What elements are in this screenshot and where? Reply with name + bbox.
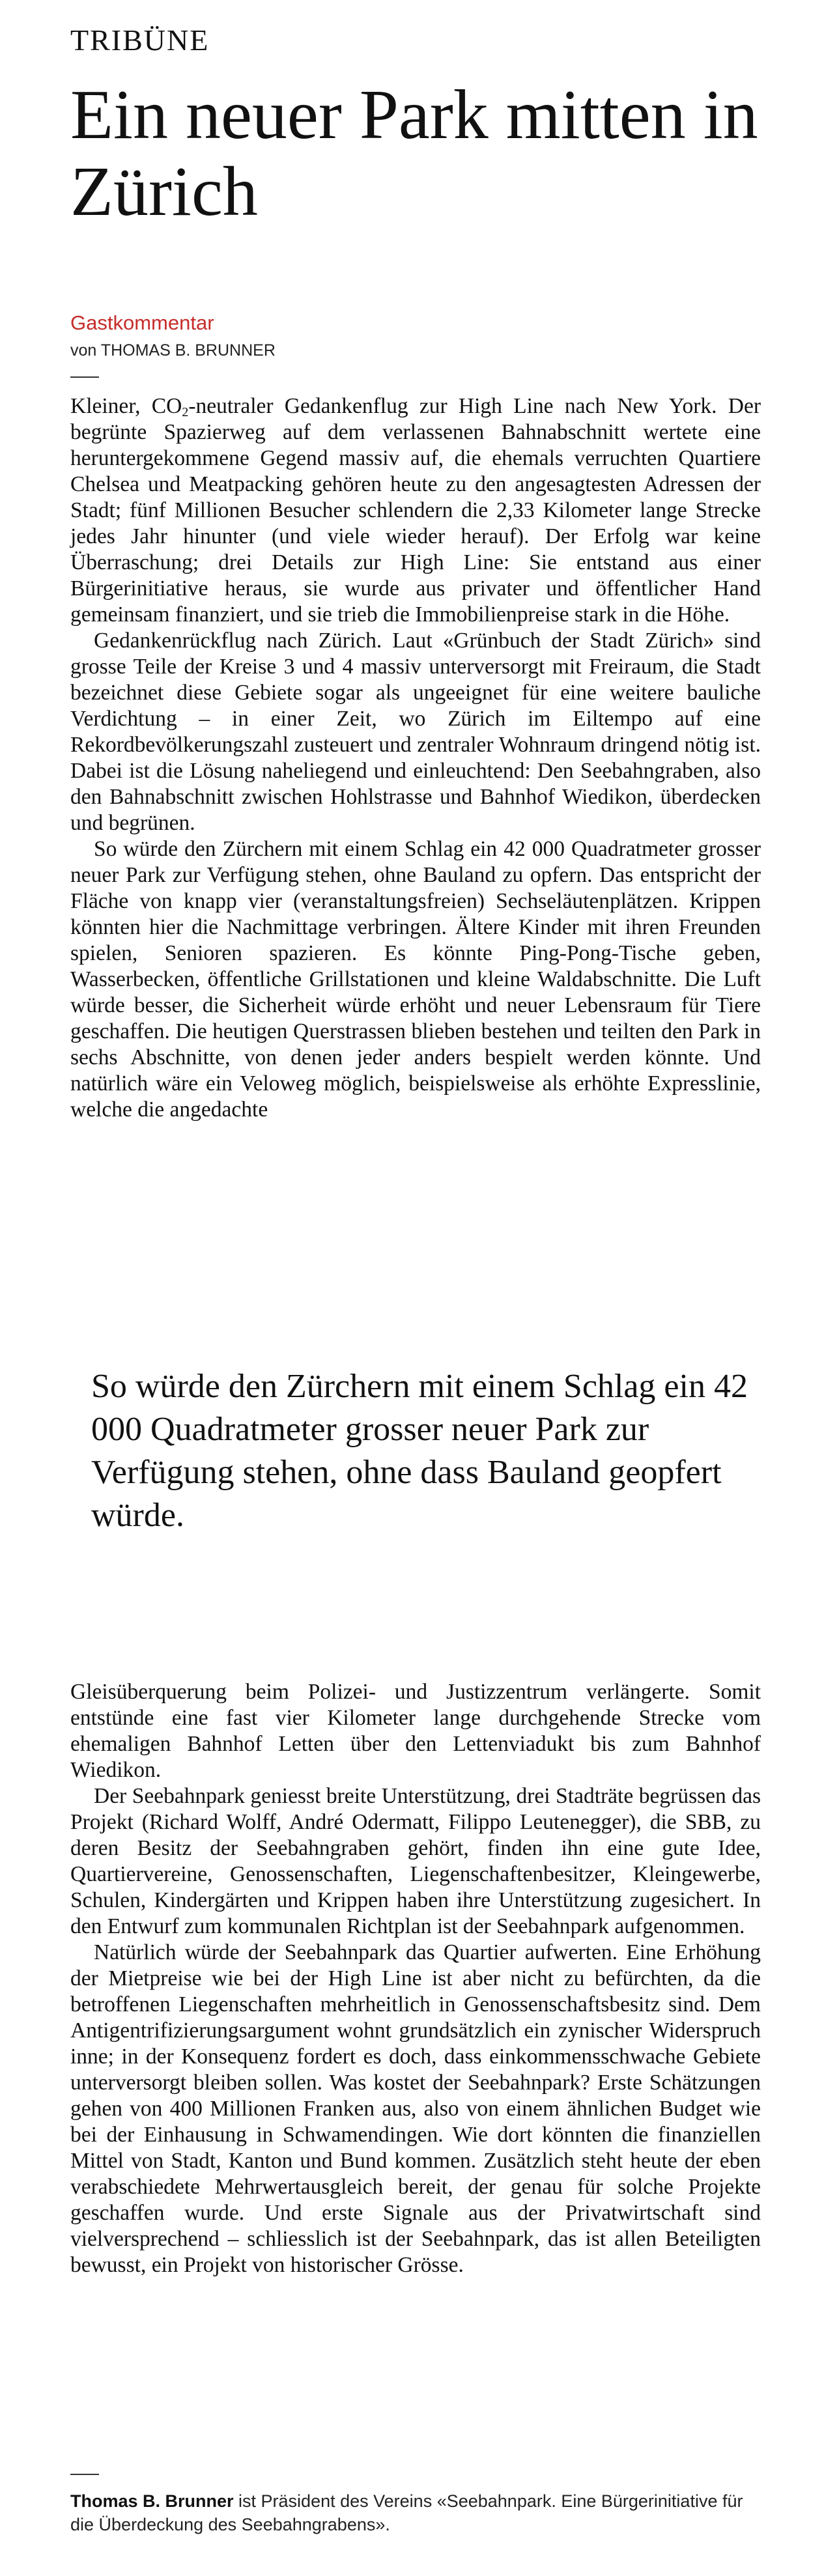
body-paragraph-lead xyxy=(70,393,761,628)
byline: von THOMAS B. BRUNNER xyxy=(70,341,276,360)
pull-quote: So würde den Zürchern mit einem Schlag ein 42 000 Quadratmeter grosser neuer Park zur Verfügung stehen, ohne dass Bauland geopfert würde. xyxy=(91,1368,748,1534)
lead-text-rest: -neutraler Gedankenflug zur High Line nach New York. Der begrünte Spazierweg auf dem verlassenen Bahnabschnitt wertete eine heruntergekommene Gegend massiv auf, die ehemals verruchten Quartiere Chelsea und Meatpacking gehören heute zu den angesagtesten Adressen der Stadt; fünf Millionen Besucher schlendern die 2,33 Kilometer lange Strecke jedes Jahr hinunter (und viele wieder herauf). Der Erfolg war keine Überraschung; drei Details zur High Line: Sie entstand aus einer Bürgerinitiative heraus, sie wurde aus privater und öffentlicher Hand gemeinsam finanziert, und sie trieb die Immobilienpreise stark in die Höhe. xyxy=(70,394,761,627)
lead-subscript: 2 xyxy=(182,405,189,420)
divider-bottom xyxy=(70,2474,99,2475)
divider-top xyxy=(70,376,99,378)
headline: Ein neuer Park mitten in Zürich xyxy=(70,76,758,231)
section-kicker: TRIBÜNE xyxy=(70,23,210,57)
lead-text-start: Kleiner, CO xyxy=(70,394,182,418)
body-text-upper xyxy=(70,393,761,1123)
author-name: Thomas B. Brunner xyxy=(70,2491,234,2511)
body-paragraph: Der Seebahnpark geniesst breite Unterstützung, drei Stadträte begrüssen das Projekt (Richard Wolff, André Odermatt, Filippo Leutenegger), die SBB, zu deren Besitz der Seebahngraben gehört, finden ihn eine gute Idee, Quartiervereine, Genossenschaften, Liegenschaftenbesitzer, Kleingewerbe, Schulen, Kindergärten und Krippen haben ihre Unterstützung zugesichert. In den Entwurf zum kommunalen Richtplan ist der Seebahnpark aufgenommen. xyxy=(70,1784,761,1938)
body-paragraph-continued: Gleisüberquerung beim Polizei- und Justizzentrum verlängerte. Somit entstünde eine fast vier Kilometer lange durchgehende Strecke vom ehemaligen Bahnhof Letten über den Lettenviadukt bis zum Bahnhof Wiedikon. xyxy=(70,1680,761,1782)
body-paragraph: Gedankenrückflug nach Zürich. Laut «Grünbuch der Stadt Zürich» sind grosse Teile der Kreise 3 und 4 massiv unterversorgt mit Freiraum, die Stadt bezeichnet diese Gebiete sogar als ungeeignet für eine weitere bauliche Verdichtung – in einer Zeit, wo Zürich im Eiltempo auf eine Rekordbevölkerungszahl zusteuert und zentraler Wohnraum dringend nötig ist. Dabei ist die Lösung naheliegend und einleuchtend: Den Seebahngraben, also den Bahnabschnitt zwischen Hohlstrasse und Bahnhof Wiedikon, überdecken und begrünen. xyxy=(70,629,761,835)
body-text-lower xyxy=(70,1679,761,2278)
body-paragraph: So würde den Zürchern mit einem Schlag ein 42 000 Quadratmeter grosser neuer Park zur Verfügung stehen, ohne Bauland zu opfern. Das entspricht der Fläche von knapp vier (veranstaltungsfreien) Sechseläutenplätzen. Krippen könnten hier die Nachmittage verbringen. Ältere Kinder mit ihren Freunden spielen, Senioren spazieren. Es könnte Ping-Pong-Tische geben, Wasserbecken, öffentliche Grillstationen und kleine Waldabschnitte. Die Luft würde besser, die Sicherheit würde erhöht und neuer Lebensraum für Tiere geschaffen. Die heutigen Querstrassen blieben bestehen und teilten den Park in sechs Abschnitte, von denen jeder anders bespielt werden könnte. Und natürlich wäre ein Veloweg möglich, beispielsweise als erhöhte Expresslinie, welche die angedachte xyxy=(70,837,761,1122)
author-description: ist Präsident des Vereins «Seebahnpark. Eine Bürgerinitiative für die Überdeckung des Seebahngrabens». xyxy=(70,2491,743,2534)
rubric-label: Gastkommentar xyxy=(70,311,214,334)
author-bio xyxy=(70,2489,761,2536)
body-paragraph: Natürlich würde der Seebahnpark das Quartier aufwerten. Eine Erhöhung der Mietpreise wie bei der High Line ist aber nicht zu befürchten, da die betroffenen Liegenschaften mehrheitlich in Genossenschaftsbesitz sind. Dem Antigentrifizierungsargument wohnt grundsätzlich ein zynischer Widerspruch inne; in der Konsequenz fordert es doch, dass einkommensschwache Gebiete unterversorgt bleiben sollen. Was kostet der Seebahnpark? Erste Schätzungen gehen von 400 Millionen Franken aus, also von einem ähnlichen Budget wie bei der Einhausung in Schwamendingen. Wie dort könnten die finanziellen Mittel von Stadt, Kanton und Bund kommen. Zusätzlich steht heute der eben verabschiedete Mehrwertausgleich bereit, der genau für solche Projekte geschaffen wurde. Und erste Signale aus der Privatwirtschaft sind vielversprechend – schliesslich ist der Seebahnpark, das ist allen Beteiligten bewusst, ein Projekt von historischer Grösse. xyxy=(70,1940,761,2277)
